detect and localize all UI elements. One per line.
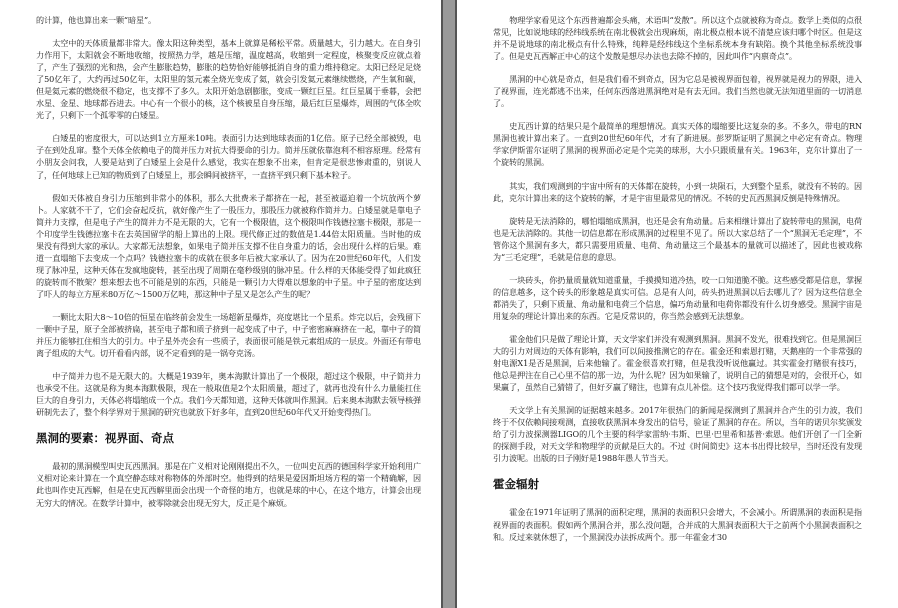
paragraph: 史瓦西计算的结果只是个最简单的理想情况。真实天体的塌缩要比这复杂的多。不多久，带电的RN黑洞也被计算出来了。一直到20世纪60年代，才有了新进展。彭罗斯证明了黑洞之中必定有奇点。物理学家伊斯雷尔证明了黑洞的视界面必定是个完美的球形，大小只跟质量有关。1963年，克尔计算出了一个旋转的黑洞。: [493, 121, 862, 168]
paragraph: 中子简并力也不是无限大的。大概是1939年，奥本海默计算出了一个极限，超过这个极限，中子简并力也承受不住。这就是称为奥本海默极限，现在一般取值是2个太阳质量，超过了，就再也没有什么力量能扛住巨大的自身引力，天体必将塌缩成一个点。我们今天都知道，这种天体就叫作黑洞。后来奥本海默去领导核弹研制先去了，整个科学界对于黑洞的研究也就放下好多年，直到20世纪60年代又开始变得热门。: [36, 371, 421, 418]
paragraph: 黑洞的中心就是奇点，但是我们看不到奇点，因为它总是被视界面包着，视界就是视力的界限，进入了视界面，连光都逃不出来，任何东西落进黑洞绝对是有去无回。我们当然也就无法知道里面的一切消息了。: [493, 74, 862, 109]
book-spine-divider: [441, 0, 457, 608]
paragraph: 霍金在1971年证明了黑洞的面积定理，黑洞的表面积只会增大，不会减小。所谓黑洞的表面积是指视界面的表面积。假如两个黑洞合并，那么没问题，合并成的大黑洞表面积大于之前两个小黑洞表面积之和。反过来就休想了，一个黑洞没办法拆成两个。那一年霍金才30: [493, 507, 862, 542]
paragraph: 一块砖头，你扔量质量就知道重量，手摸摸知道冷热，咬一口知道脆不脆。这些感受都是信息，掌握的信息越多，这个砖头的形象越是真实可信。总是有人问，砖头扔进黑洞以后去哪儿了？因为这些信息全都消失了，只剩下质量、角动量和电荷三个信息，偏巧角动量和电荷你都没有什么切身感受。黑洞宇宙是用复杂的理论计算出来的东西。它是反常识的，你当然会感到无法想象。: [493, 274, 862, 321]
paragraph: 的计算，他也算出来一颗“暗星”。: [36, 15, 156, 25]
paragraph: 霍金他们只是做了理论计算，天文学家们并没有观测到黑洞。黑洞不发光，很难找到它。但是黑洞巨大的引力对周边的天体有影响，我们可以间接推测它的存在。霍金还和索恩打赌，天鹅座的一个非常强的射电源X1是否是黑洞，后来他输了。霍金很喜欢打赌，但是我没听说他赢过。其实霍金打赌很有技巧，他总是押注在自己心里不信的那一边，为什么呢？因为如果输了，说明自己的猜想是对的，会很开心，如果赢了，虽然自己猜错了，但好歹赢了赌注，也算有点儿补偿。这个技巧我觉得我们都可以学一学。: [493, 333, 862, 393]
paragraph: 白矮星的密度很大，可以达到1立方厘米10吨。表面引力达到地球表面的1亿倍。原子已经全部被毁，电子在到处乱窜。整个天体全依赖电子的简并压力对抗大得要命的引力。简并压就依靠泡利不相容原理。经常有小朋友会问我，人要是站到了白矮星上会是什么感觉，我实在想象不出来，但肯定是很悲惨肃重的，别说人了，任何地球上已知的物质到了白矮星上，那会瞬间被挤平，一直挤平到只剩下基本粒子。: [36, 133, 421, 180]
paragraph: 最初的黑洞模型叫史瓦西黑洞。那是在广义相对论刚刚提出不久，一位叫史瓦西的德国科学家开始利用广义相对论来计算在一个真空静态球对称物体的外部时空。他得到的结果是爱因斯坦场方程的第一个精确解，因此也叫作史瓦西解，但是在史瓦西解里面会出现一个奇怪的地方，也就是球的中心，在这个地方，计算会出现无穷大的情况。在数学计算中，被零除就会出现无穷大，反正是个麻烦。: [36, 461, 421, 508]
paragraph: 旋转是无法消除的，哪怕塌缩成黑洞，也还是会有角动量。后来相继计算出了旋转带电的黑洞，电荷也是无法消除的。其他一切信息都在形成黑洞的过程里不见了。所以大家总结了一个“黑洞无毛定理”，不管你这个黑洞有多大，都只需要用质量、电荷、角动量这三个最基本的量就可以描述了，因此也被戏称为“三毛定理”，毛就是信息的意思。: [493, 215, 862, 262]
right-page: [457, 0, 898, 608]
left-page: [0, 0, 441, 608]
paragraph: 太空中的天体质量都非常大。像太阳这种类型，基本上就算是稀松平常。质量越大，引力越大。在自身引力作用下，太阳就会不断地收缩，按照热力学，越是压缩，温度越高，收缩到一定程度，核聚变反应就点着了，产生了强烈的光和热，会产生膨胀趋势，膨胀的趋势恰好能够抵消自身的重力维持稳定。太阳已经足足烧了50亿年了，大约再过50亿年，太阳里的氢元素全烧光变成了氦，就会引发氦元素继续燃烧，产生氧和碳，但是氦元素的燃烧很不稳定，也支撑不了多久。太阳开始急剧膨胀，变成一颗红巨星。红巨星属于垂暮，会把水星、金星、地球都吞进去。中心有一个很小的核，这个核被星自身压缩，最后红巨星爆炸，周围的气体全吹光了，只剩下一个孤零零的白矮星。: [36, 38, 421, 121]
section-heading: 黑洞的要素：视界面、奇点: [36, 431, 174, 446]
paragraph: 物理学家看见这个东西普遍都会头痛，术语叫“发散”。所以这个点就被称为奇点。数学上类似的点很常见，比如说地球的经纬线系统在南北极就会出现麻烦，南北极点根本说不清楚应该归哪个时区。但是这并不是说地球的南北极点有什么特殊，纯粹是经纬线这个坐标系统本身有缺陷。换个其他坐标系统没事了。但是史瓦西解正中心的这个发散是想尽办法也去除不掉的，因此叫作“内禀奇点”。: [493, 15, 862, 62]
paragraph: 其实，我们观测到的宇宙中所有的天体都在旋转，小到一块陨石，大到整个星系，就没有不转的。因此，克尔计算出来的这个旋转的解，才是宇宙里最常见的情况。不转的史瓦西黑洞反倒是特殊情况。: [493, 180, 862, 203]
paragraph: 假如天体被自身引力压缩到非常小的体积，那么大批费米子都挤在一起，甚至被逼迫着一个坑放两个萝卜。人家就不干了，它们会奋起反抗，就好像产生了一股压力，那股压力就被称作简并力。白矮星就是靠电子简并力支撑，但是电子产生的简并力不是无限的大，它有一个极限值，这个极限叫作钱德拉塞卡极限，那是一个印度学生钱德拉塞卡在去英国留学的船上算出的上限。现代修正过的数值是1.44倍太阳质量。当时他的成果没有得到大家的承认。大家都无法想象，如果电子简并压支撑不住自身重力的话，会出现什么样的后果。难道一直塌缩下去变成一个点吗？钱德拉塞卡的成就在很多年后被大家承认了。因为在20世纪60年代，人们发现了脉冲星，这种天体在发疯地旋转，甚至出现了周期在毫秒级别的脉冲星。什么样的天体能受得了如此疯狂的旋转而不散架？想来想去也不可能是别的东西，只能是一颗引力大得难以想象的中子星。中子星的密度达到了吓人的每立方厘米80万亿～1500万亿吨，那这种中子星又是怎么产生的呢？: [36, 192, 421, 299]
paragraph: 天文学上有关黑洞的证据越来越多。2017年很热门的新闻是探测到了黑洞并合产生的引力波，我们终于不仅依赖间接观测，直接收获黑洞本身发出的信号，验证了黑洞的存在。所以，当年的诺贝尔奖颁发给了引力波探测器LIGO的几个主要的科学家雷纳·韦斯、巴里·巴里希和基普·索恩。他们开创了一门全新的探测手段，对天文学和物理学的贡献是巨大的。不过《时间简史》这本书出得比较早，当时还没有发现引力波呢。出版的日子刚好是1988年愚人节当天。: [493, 405, 862, 464]
section-heading: 霍金辐射: [493, 477, 539, 492]
paragraph: 一颗比太阳大8～10倍的恒星在临终前会发生一场超新星爆炸，亮度堪比一个星系。炸完以后，会残留下一颗中子星，原子全部被挤扁，甚至电子都和质子挤到一起变成了中子，中子密密麻麻挤在一起，靠中子的简并压力能够扛住相当大的引力。中子星外壳会有一些质子，表面很可能是铁元素组成的一层皮。外面还有带电离子组成的大气。切开看看内部，说不定看到的是一锅夸克汤。: [36, 311, 421, 359]
